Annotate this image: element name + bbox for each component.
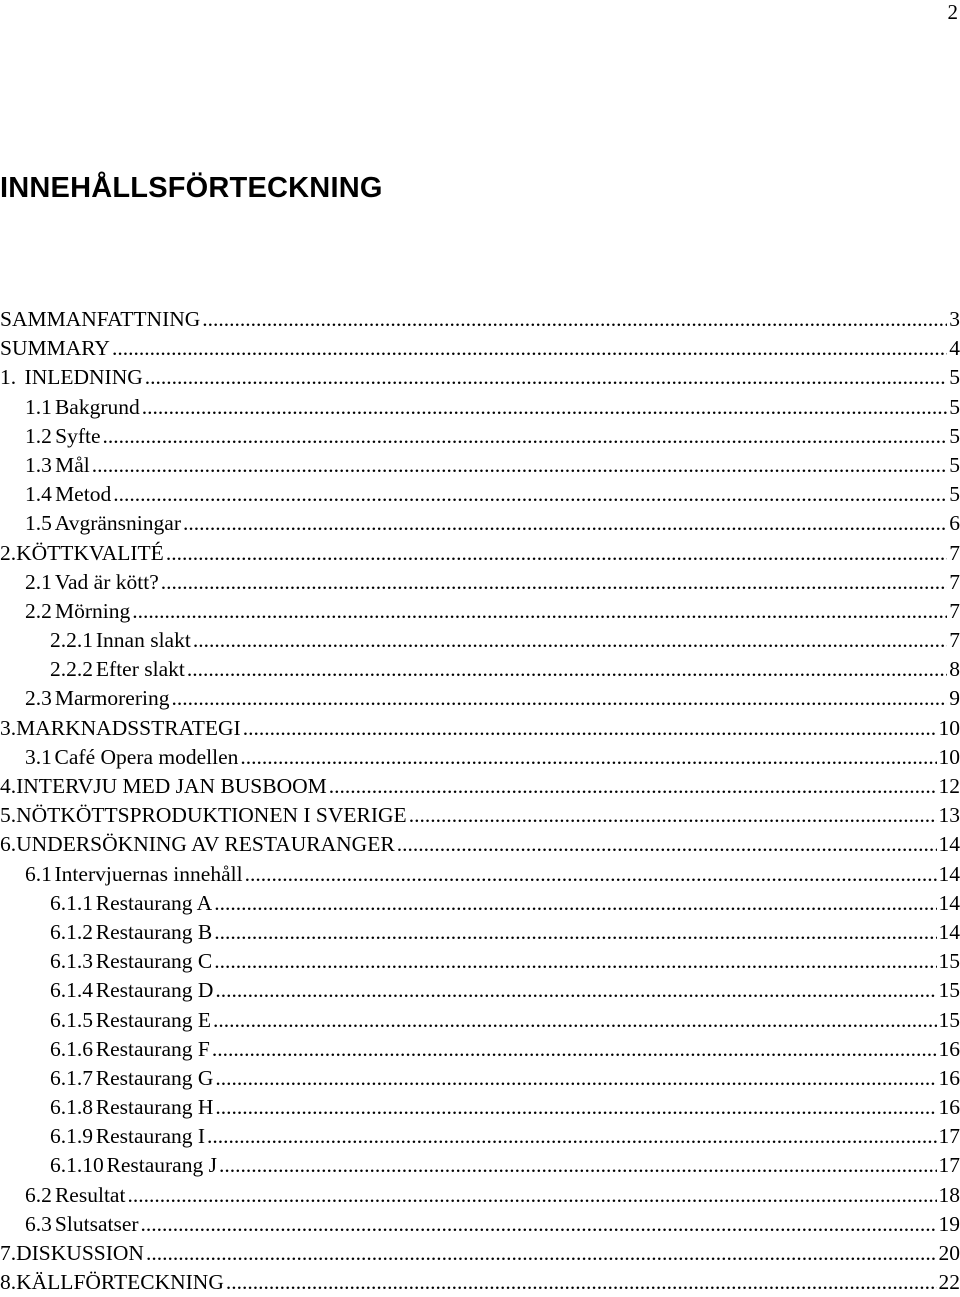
toc-entry-label: MARKNADSSTRATEGI <box>16 714 241 743</box>
toc-entry[interactable] <box>0 1210 960 1239</box>
toc-entry-number: 1. <box>0 363 25 392</box>
toc-entry[interactable] <box>0 1064 960 1093</box>
toc-entry[interactable] <box>0 976 960 1005</box>
toc-leader <box>245 860 937 889</box>
toc-entry-label: Slutsatser <box>55 1210 139 1239</box>
toc-entry-label: Restaurang B <box>96 918 212 947</box>
toc-entry-number: 2.2.1 <box>50 626 93 655</box>
toc-entry-label: Efter slakt <box>96 655 185 684</box>
toc-entry-page: 3 <box>949 305 960 334</box>
toc-leader <box>409 801 937 830</box>
toc-entry-number: 6.1.8 <box>50 1093 93 1122</box>
toc-leader <box>215 1093 936 1122</box>
toc-entry-label: NÖTKÖTTSPRODUKTIONEN I SVERIGE <box>16 801 407 830</box>
toc-leader <box>193 626 947 655</box>
toc-entry-label: Innan slakt <box>96 626 191 655</box>
toc-entry-number: 2.3 <box>25 684 52 713</box>
toc-entry-label: Restaurang C <box>96 947 212 976</box>
toc-entry-page: 6 <box>949 509 960 538</box>
toc-entry-label: INLEDNING <box>25 363 143 392</box>
toc-entry-number: 6. <box>0 830 16 859</box>
toc-entry-label: Resultat <box>55 1181 125 1210</box>
toc-entry-page: 5 <box>949 363 960 392</box>
toc-entry-page: 7 <box>949 539 960 568</box>
toc-leader <box>243 714 937 743</box>
toc-entry-number: 6.1.9 <box>50 1122 93 1151</box>
toc-entry-number: 8. <box>0 1268 16 1297</box>
toc-entry[interactable] <box>0 305 960 334</box>
toc-entry-page: 16 <box>939 1035 960 1064</box>
toc-entry-page: 13 <box>939 801 960 830</box>
toc-entry-number: 2.2 <box>25 597 52 626</box>
toc-entry[interactable] <box>0 772 960 801</box>
toc-entry-label: Restaurang I <box>96 1122 205 1151</box>
toc-entry[interactable] <box>0 539 960 568</box>
toc-entry[interactable] <box>0 830 960 859</box>
toc-entry-number: 6.1 <box>25 860 52 889</box>
toc-entry-page: 16 <box>939 1064 960 1093</box>
toc-leader <box>215 1064 936 1093</box>
toc-entry-page: 15 <box>939 947 960 976</box>
toc-entry-label: DISKUSSION <box>16 1239 144 1268</box>
toc-entry-label: Bakgrund <box>55 393 140 422</box>
toc-entry-number: 6.1.4 <box>50 976 93 1005</box>
toc-entry-number: 6.1.2 <box>50 918 93 947</box>
toc-entry-page: 8 <box>949 655 960 684</box>
toc-entry-page: 7 <box>949 626 960 655</box>
toc-entry-number: 6.3 <box>25 1210 52 1239</box>
toc-entry[interactable] <box>0 947 960 976</box>
toc-entry[interactable] <box>0 480 960 509</box>
toc-entry-label: KÖTTKVALITÉ <box>16 539 164 568</box>
toc-leader <box>213 1006 937 1035</box>
toc-entry[interactable] <box>0 1006 960 1035</box>
toc-entry-page: 17 <box>939 1122 960 1151</box>
toc-leader <box>207 1122 936 1151</box>
toc-entry-number: 6.1.10 <box>50 1151 104 1180</box>
toc-entry-label: Avgränsningar <box>55 509 181 538</box>
toc-leader <box>145 363 947 392</box>
toc-leader <box>92 451 947 480</box>
toc-entry-label: Restaurang E <box>96 1006 211 1035</box>
toc-entry-number: 6.1.1 <box>50 889 93 918</box>
toc-entry-label: Restaurang D <box>96 976 214 1005</box>
toc-entry-page: 14 <box>939 918 960 947</box>
toc-entry-label: KÄLLFÖRTECKNING <box>16 1268 224 1297</box>
toc-leader <box>214 889 936 918</box>
toc-entry-page: 15 <box>939 1006 960 1035</box>
toc-entry[interactable] <box>0 1035 960 1064</box>
toc-leader <box>166 539 947 568</box>
toc-entry-page: 5 <box>949 422 960 451</box>
toc-entry-label: Marmorering <box>55 684 170 713</box>
toc-entry-label: Restaurang H <box>96 1093 214 1122</box>
toc-entry-label: Café Opera modellen <box>55 743 239 772</box>
toc-entry-label: Intervjuernas innehåll <box>55 860 243 889</box>
toc-entry-page: 14 <box>939 889 960 918</box>
toc-entry[interactable] <box>0 1122 960 1151</box>
toc-entry-number: 1.1 <box>25 393 52 422</box>
toc-leader <box>214 918 936 947</box>
toc-title: INNEHÅLLSFÖRTECKNING <box>0 170 383 206</box>
toc-entry-page: 10 <box>939 714 960 743</box>
toc-entry-label: Restaurang A <box>96 889 212 918</box>
toc-entry-page: 22 <box>939 1268 960 1297</box>
toc-entry-page: 9 <box>949 684 960 713</box>
toc-entry-number: 5. <box>0 801 16 830</box>
toc-entry-number: 2. <box>0 539 16 568</box>
toc-entry-page: 12 <box>939 772 960 801</box>
toc-entry-number: 6.2 <box>25 1181 52 1210</box>
toc-leader <box>132 597 947 626</box>
toc-leader <box>202 305 947 334</box>
toc-entry-label: Restaurang F <box>96 1035 210 1064</box>
toc-list <box>0 305 960 1297</box>
toc-entry-number: 2.2.2 <box>50 655 93 684</box>
toc-entry-number: 6.1.3 <box>50 947 93 976</box>
toc-leader <box>329 772 937 801</box>
toc-entry[interactable] <box>0 451 960 480</box>
toc-leader <box>215 976 936 1005</box>
toc-leader <box>171 684 947 713</box>
toc-entry-number: 2.1 <box>25 568 52 597</box>
toc-leader <box>214 947 936 976</box>
toc-entry-label: Mörning <box>55 597 130 626</box>
toc-entry-label: SUMMARY <box>0 334 110 363</box>
toc-entry-label: Mål <box>55 451 90 480</box>
toc-entry-number: 1.4 <box>25 480 52 509</box>
toc-entry-label: UNDERSÖKNING AV RESTAURANGER <box>16 830 395 859</box>
toc-entry-number: 6.1.6 <box>50 1035 93 1064</box>
toc-entry[interactable] <box>0 626 960 655</box>
toc-entry-number: 7. <box>0 1239 16 1268</box>
toc-leader <box>187 655 947 684</box>
toc-entry-label: Vad är kött? <box>55 568 159 597</box>
toc-entry[interactable] <box>0 655 960 684</box>
toc-entry[interactable] <box>0 422 960 451</box>
toc-leader <box>113 480 947 509</box>
toc-entry[interactable] <box>0 1268 960 1297</box>
toc-entry-number: 1.2 <box>25 422 52 451</box>
toc-entry[interactable] <box>0 860 960 889</box>
toc-entry-label: INTERVJU MED JAN BUSBOOM <box>16 772 327 801</box>
toc-entry-page: 10 <box>939 743 960 772</box>
toc-entry[interactable] <box>0 334 960 363</box>
toc-leader <box>103 422 948 451</box>
toc-entry-label: Restaurang J <box>107 1151 217 1180</box>
toc-entry-page: 14 <box>939 830 960 859</box>
toc-entry[interactable] <box>0 1151 960 1180</box>
toc-entry-label: SAMMANFATTNING <box>0 305 200 334</box>
toc-leader <box>112 334 947 363</box>
toc-entry-page: 4 <box>949 334 960 363</box>
toc-entry-page: 15 <box>939 976 960 1005</box>
toc-entry-label: Restaurang G <box>96 1064 214 1093</box>
toc-entry-page: 5 <box>949 393 960 422</box>
toc-entry[interactable] <box>0 684 960 713</box>
toc-entry[interactable] <box>0 568 960 597</box>
toc-entry[interactable] <box>0 393 960 422</box>
toc-leader <box>183 509 947 538</box>
toc-entry[interactable] <box>0 889 960 918</box>
page-number: 2 <box>948 0 959 24</box>
toc-entry-label: Metod <box>55 480 111 509</box>
toc-entry-page: 16 <box>939 1093 960 1122</box>
toc-entry-number: 1.3 <box>25 451 52 480</box>
toc-leader <box>127 1181 936 1210</box>
toc-entry-number: 6.1.7 <box>50 1064 93 1093</box>
toc-entry-page: 17 <box>939 1151 960 1180</box>
toc-leader <box>161 568 947 597</box>
toc-leader <box>226 1268 937 1297</box>
toc-entry[interactable] <box>0 714 960 743</box>
toc-entry-page: 20 <box>939 1239 960 1268</box>
toc-entry[interactable] <box>0 801 960 830</box>
toc-entry[interactable] <box>0 1181 960 1210</box>
toc-entry-page: 7 <box>949 597 960 626</box>
toc-entry[interactable] <box>0 743 960 772</box>
toc-entry-number: 6.1.5 <box>50 1006 93 1035</box>
toc-entry[interactable] <box>0 363 960 392</box>
toc-leader <box>397 830 937 859</box>
toc-entry-page: 14 <box>939 860 960 889</box>
toc-entry-page: 7 <box>949 568 960 597</box>
toc-leader <box>240 743 936 772</box>
toc-entry[interactable] <box>0 509 960 538</box>
toc-entry-page: 5 <box>949 480 960 509</box>
toc-entry-page: 5 <box>949 451 960 480</box>
toc-entry[interactable] <box>0 1093 960 1122</box>
toc-entry[interactable] <box>0 597 960 626</box>
toc-entry[interactable] <box>0 1239 960 1268</box>
toc-leader <box>146 1239 937 1268</box>
toc-entry-page: 19 <box>939 1210 960 1239</box>
toc-entry-page: 18 <box>939 1181 960 1210</box>
toc-entry-number: 4. <box>0 772 16 801</box>
toc-entry[interactable] <box>0 918 960 947</box>
toc-leader <box>141 1210 937 1239</box>
toc-leader <box>142 393 948 422</box>
toc-leader <box>219 1151 937 1180</box>
toc-leader <box>212 1035 937 1064</box>
toc-entry-number: 1.5 <box>25 509 52 538</box>
toc-entry-label: Syfte <box>55 422 100 451</box>
toc-entry-number: 3.1 <box>25 743 52 772</box>
toc-entry-number: 3. <box>0 714 16 743</box>
